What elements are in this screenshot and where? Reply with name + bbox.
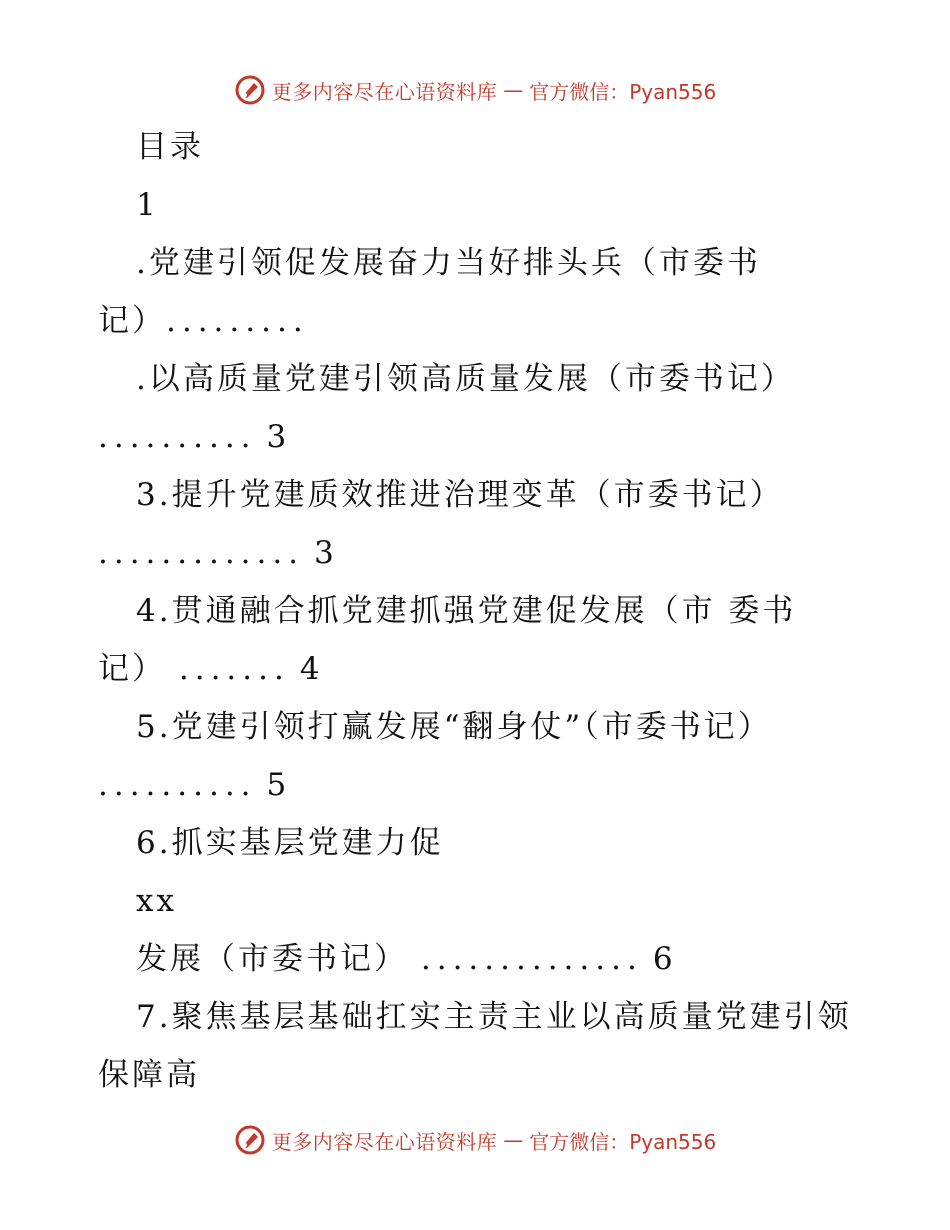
toc-line: [98, 988, 858, 1046]
toc-line: [98, 350, 858, 408]
toc-line-text: 4.贯通融合抓党建抓强党建促发展（市 委书: [136, 593, 797, 629]
toc-line: [98, 698, 858, 756]
toc-line-text: 6.抓实基层党建力促: [136, 825, 444, 861]
toc-leader-dots: ..............: [420, 941, 643, 977]
header-watermark: [0, 70, 950, 110]
toc-line: [98, 466, 858, 524]
toc-line-text: 7.聚焦基层基础扛实主责主业以高质量党建引领: [136, 999, 852, 1035]
toc-line-text: 记）: [98, 651, 166, 687]
toc-line-text: .党建引领促发展奋力当好排头兵（市委书: [136, 245, 761, 281]
toc-line: [98, 872, 858, 930]
toc-line: [98, 1046, 858, 1104]
toc-line: [98, 234, 858, 292]
toc-line: [98, 408, 858, 466]
toc-leader-dots: .............: [98, 535, 305, 571]
toc-title: 目录: [136, 129, 204, 165]
toc-line-text: 5.党建引领打赢发展“翻身仗”（市委书记）: [136, 709, 772, 745]
watermark-contact: 官方微信：Pyan556: [529, 1129, 717, 1154]
toc-leader-dots: .........: [166, 303, 309, 339]
toc-leader-dots: ..........: [98, 767, 257, 803]
toc-line: [98, 524, 858, 582]
toc-line-text: 记）: [98, 303, 166, 339]
toc-page-number: 4: [299, 651, 320, 687]
pen-nib-logo-icon: [234, 1124, 266, 1156]
toc-leader-dots: ..........: [98, 419, 257, 455]
pen-nib-logo-icon: [234, 74, 266, 106]
toc-line: [98, 640, 858, 698]
toc-line-text: 1: [136, 187, 159, 223]
toc-line: [98, 756, 858, 814]
watermark-site-text: 更多内容尽在心语资料库: [271, 79, 498, 104]
toc-line-text: xx: [136, 883, 177, 919]
toc-page-number: 6: [652, 941, 673, 977]
footer-watermark: [0, 1120, 950, 1160]
toc-line-text: 3.提升党建质效推进治理变革（市委书记）: [136, 477, 784, 513]
watermark-contact: 官方微信：Pyan556: [529, 79, 717, 104]
toc-body: [98, 118, 858, 1104]
toc-line: [98, 930, 858, 988]
watermark-separator: —: [503, 1128, 524, 1152]
toc-line: [98, 176, 858, 234]
toc-page-number: 5: [266, 767, 287, 803]
toc-page-number: 3: [314, 535, 334, 571]
toc-line-text: 发展（市委书记）: [136, 941, 408, 977]
toc-line-text: 保障高: [98, 1057, 200, 1093]
toc-line: [98, 814, 858, 872]
toc-line: [98, 582, 858, 640]
toc-line: [98, 292, 858, 350]
toc-leader-dots: .......: [178, 651, 290, 687]
toc-page-number: 3: [266, 419, 287, 455]
toc-line-text: .以高质量党建引领高质量发展（市委书记）: [136, 361, 795, 397]
watermark-separator: —: [503, 78, 524, 102]
watermark-site-text: 更多内容尽在心语资料库: [271, 1129, 498, 1154]
